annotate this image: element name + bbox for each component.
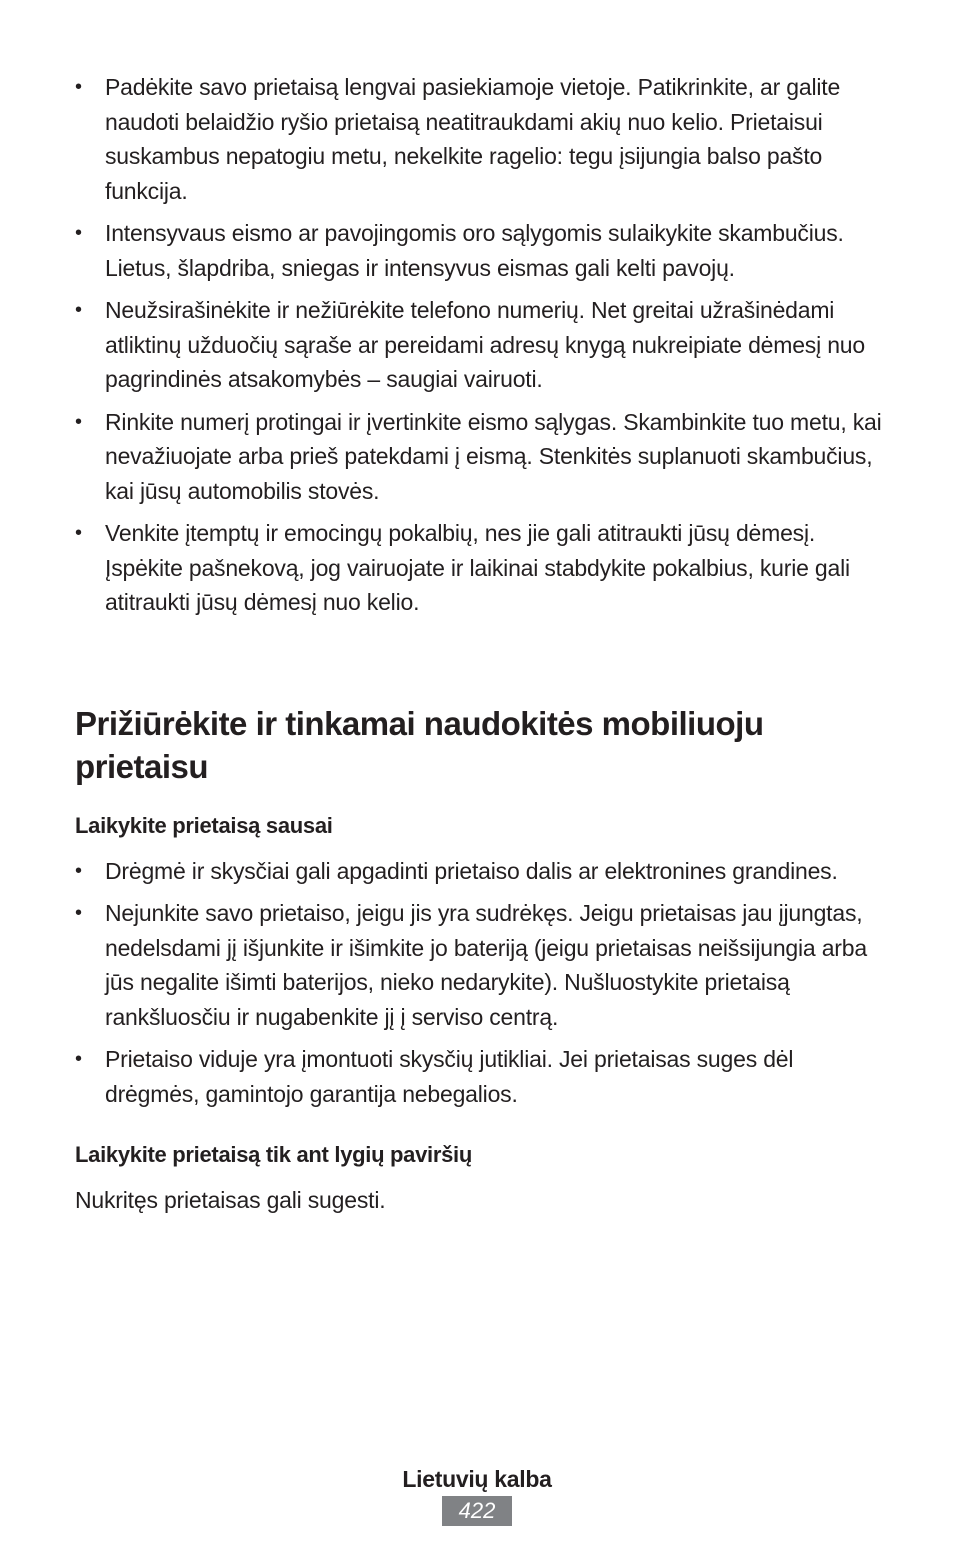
list-item [75, 70, 885, 208]
list-item-text: Prietaiso viduje yra įmontuoti skysčių jutikliai. Jei prietaisas suges dėl drėgmės, gamintojo garantija nebegalios. [105, 1046, 794, 1107]
page-footer [0, 1462, 954, 1526]
page-number-wrapper [0, 1496, 954, 1526]
list-item-text: Nejunkite savo prietaiso, jeigu jis yra sudrėkęs. Jeigu prietaisas jau įjungtas, nedelsdami jį išjunkite ir išimkite jo bateriją (jeigu prietaisas neišsijungia arba jūs negalite išimti baterijos, nieko nedarykite). Nušluostykite prietaisą rankšluosčiu ir nugabenkite jį į serviso centrą. [105, 900, 867, 1030]
list-item [75, 293, 885, 397]
page-number: 422 [442, 1496, 512, 1526]
subsection-title-dry: Laikykite prietaisą sausai [75, 812, 333, 838]
list-item-text: Padėkite savo prietaisą lengvai pasiekiamoje vietoje. Patikrinkite, ar galite naudoti belaidžio ryšio prietaisą neatitraukdami akių nuo kelio. Prietaisui suskambus nepatogiu metu, nekelkite ragelio: tegu įsijungia balso pašto funkcija. [105, 74, 841, 204]
list-item [75, 896, 885, 1034]
bullet-icon: • [75, 76, 82, 98]
footer-language: Lietuvių kalba [402, 1466, 552, 1492]
list-item [75, 1042, 885, 1111]
list-item [75, 405, 885, 509]
list-item-text: Drėgmė ir skysčiai gali apgadinti prietaiso dalis ar elektronines grandines. [105, 857, 838, 884]
driving-safety-list [75, 70, 885, 620]
bullet-icon: • [75, 522, 82, 544]
section-title: Prižiūrėkite ir tinkamai naudokitės mobiliuoju prietaisu [75, 704, 764, 785]
paragraph-flat-surface: Nukritęs prietaisas gali sugesti. [75, 1187, 386, 1213]
list-item [75, 216, 885, 285]
bullet-icon: • [75, 299, 82, 321]
list-item-text: Neužsirašinėkite ir nežiūrėkite telefono numerių. Net greitai užrašinėdami atliktinų užduočių sąraše ar pereidami adresų knygą nukreipiate dėmesį nuo pagrindinės atsakomybės – saugiai vairuoti. [105, 297, 865, 392]
subsection-title-flat-surface: Laikykite prietaisą tik ant lygių paviršių [75, 1142, 473, 1167]
bullet-icon: • [75, 1048, 82, 1070]
bullet-icon: • [75, 410, 82, 433]
list-item-text: Rinkite numerį protingai ir įvertinkite eismo sąlygas. Skambinkite tuo metu, kai nevažiuojate arba prieš patekdami į eismą. Stenkitės suplanuoti skambučius, kai jūsų automobilis stovės. [105, 408, 882, 504]
list-item [75, 516, 885, 620]
list-item [75, 854, 885, 889]
keep-dry-list [75, 854, 885, 1112]
bullet-icon: • [75, 859, 82, 882]
bullet-icon: • [75, 222, 82, 244]
bullet-icon: • [75, 902, 82, 924]
page-content [75, 70, 885, 1217]
list-item-text: Intensyvaus eismo ar pavojingomis oro sąlygomis sulaikykite skambučius. Lietus, šlapdriba, sniegas ir intensyvus eismas gali kelti pavojų. [105, 220, 844, 281]
list-item-text: Venkite įtemptų ir emocingų pokalbių, nes jie gali atitraukti jūsų dėmesį. Įspėkite pašnekovą, jog vairuojate ir laikinai stabdykite pokalbius, kurie gali atitraukti jūsų dėmesį nuo kelio. [105, 520, 850, 615]
